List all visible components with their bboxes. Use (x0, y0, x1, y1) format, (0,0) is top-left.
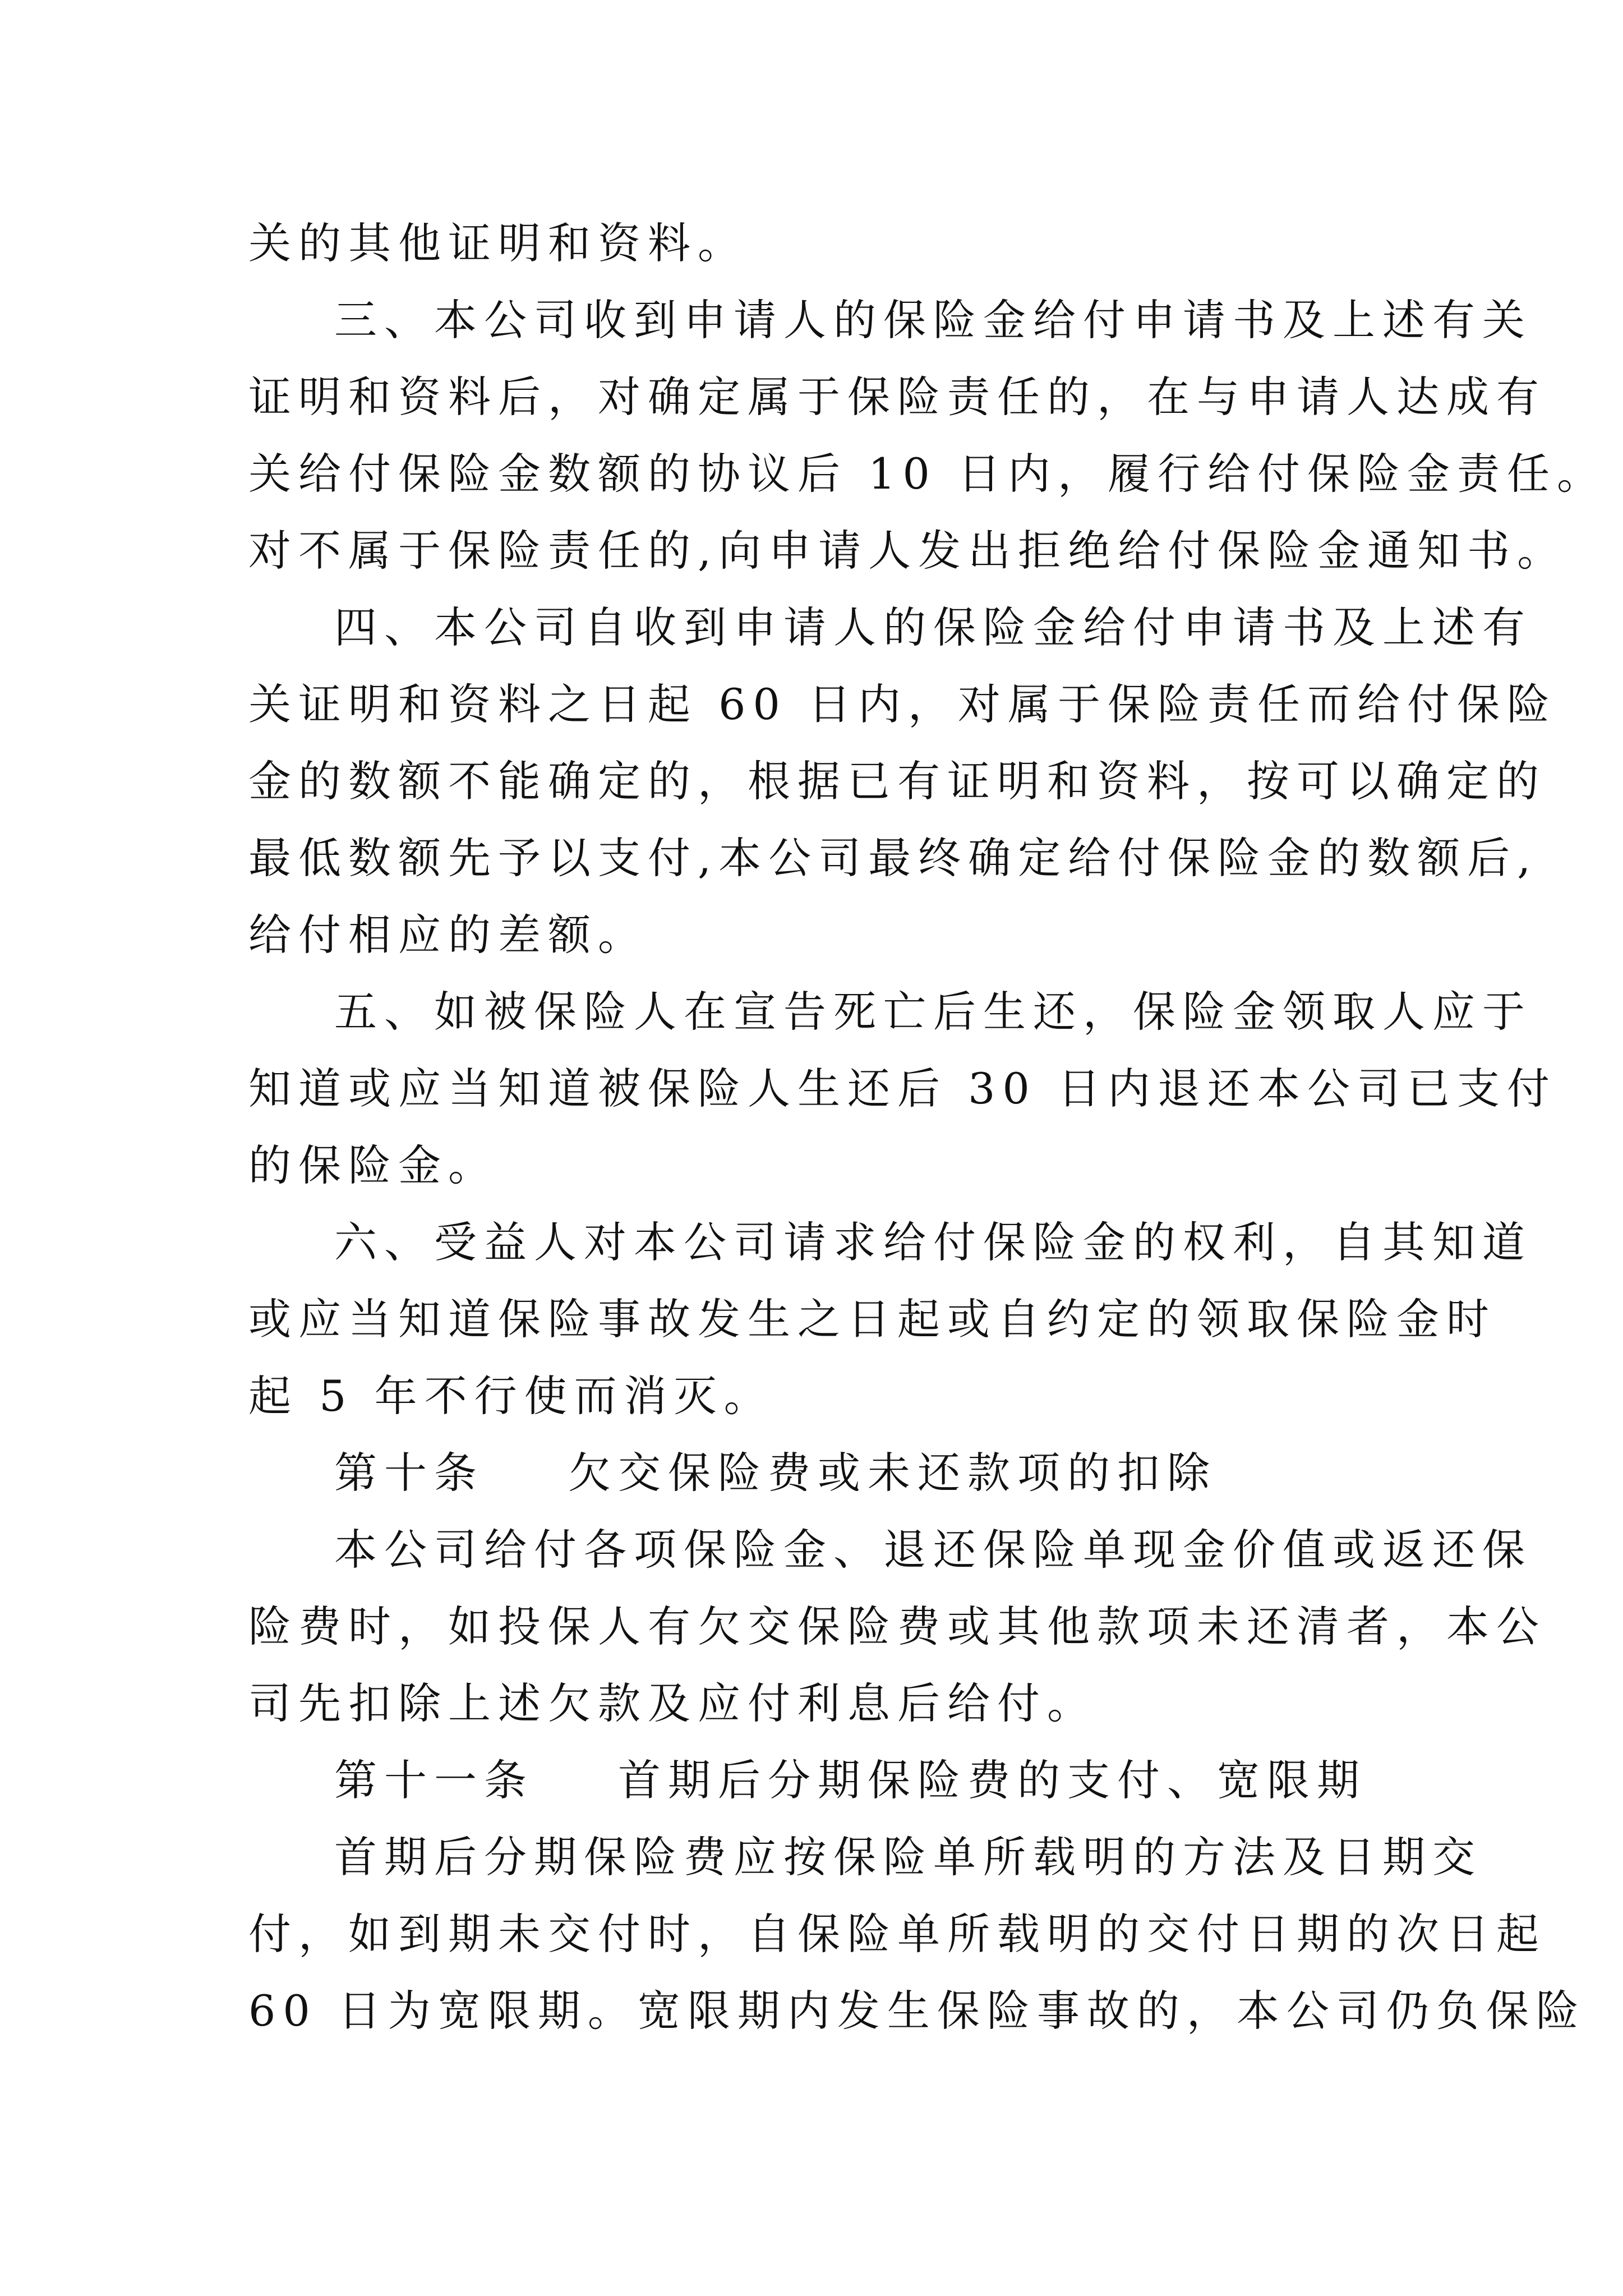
paragraph-start: 四、本公司自收到申请人的保险金给付申请书及上述有 (334, 602, 1532, 652)
article-11-heading (334, 1752, 1367, 1809)
text-line: 或应当知道保险事故发生之日起或自约定的领取保险金时 (248, 1294, 1496, 1344)
text-line: 对不属于保险责任的,向申请人发出拒绝给付保险金通知书。 (248, 526, 1567, 576)
text-line: 司先扣除上述欠款及应付利息后给付。 (248, 1678, 1097, 1728)
paragraph-start: 六、受益人对本公司请求给付保险金的权利，自其知道 (334, 1217, 1532, 1267)
text-line: 起 5 年不行使而消灭。 (248, 1371, 774, 1421)
text-line: 关给付保险金数额的协议后 10 日内，履行给付保险金责任。 (248, 449, 1607, 499)
article-10-heading (334, 1445, 1217, 1501)
article-10-title: 欠交保险费或未还款项的扣除 (568, 1448, 1217, 1498)
text-line: 60 日为宽限期。宽限期内发生保险事故的，本公司仍负保险 (248, 1986, 1586, 2036)
article-11-number: 第十一条 (334, 1755, 534, 1805)
text-line: 知道或应当知道被保险人生还后 30 日内退还本公司已支付 (248, 1064, 1557, 1114)
paragraph-start: 本公司给付各项保险金、退还保险单现金价值或返还保 (334, 1525, 1532, 1575)
text-line: 金的数额不能确定的，根据已有证明和资料，按可以确定的 (248, 756, 1546, 806)
text-line: 关的其他证明和资料。 (248, 218, 748, 268)
paragraph-start: 首期后分期保险费应按保险单所载明的方法及日期交 (334, 1832, 1482, 1882)
text-line: 给付相应的差额。 (248, 910, 648, 960)
text-line: 的保险金。 (248, 1140, 498, 1190)
text-line: 险费时，如投保人有欠交保险费或其他款项未还清者，本公 (248, 1602, 1546, 1651)
text-line: 最低数额先予以支付,本公司最终确定给付保险金的数额后, (248, 833, 1538, 883)
text-line: 证明和资料后，对确定属于保险责任的，在与申请人达成有 (248, 372, 1546, 422)
text-line: 付，如到期未交付时，自保险单所载明的交付日期的次日起 (248, 1909, 1546, 1959)
text-line: 关证明和资料之日起 60 日内，对属于保险责任而给付保险 (248, 679, 1557, 729)
article-11-title: 首期后分期保险费的支付、宽限期 (618, 1755, 1367, 1805)
article-10-number: 第十条 (334, 1448, 484, 1498)
paragraph-start: 三、本公司收到申请人的保险金给付申请书及上述有关 (334, 295, 1532, 345)
paragraph-start: 五、如被保险人在宣告死亡后生还，保险金领取人应于 (334, 987, 1532, 1037)
